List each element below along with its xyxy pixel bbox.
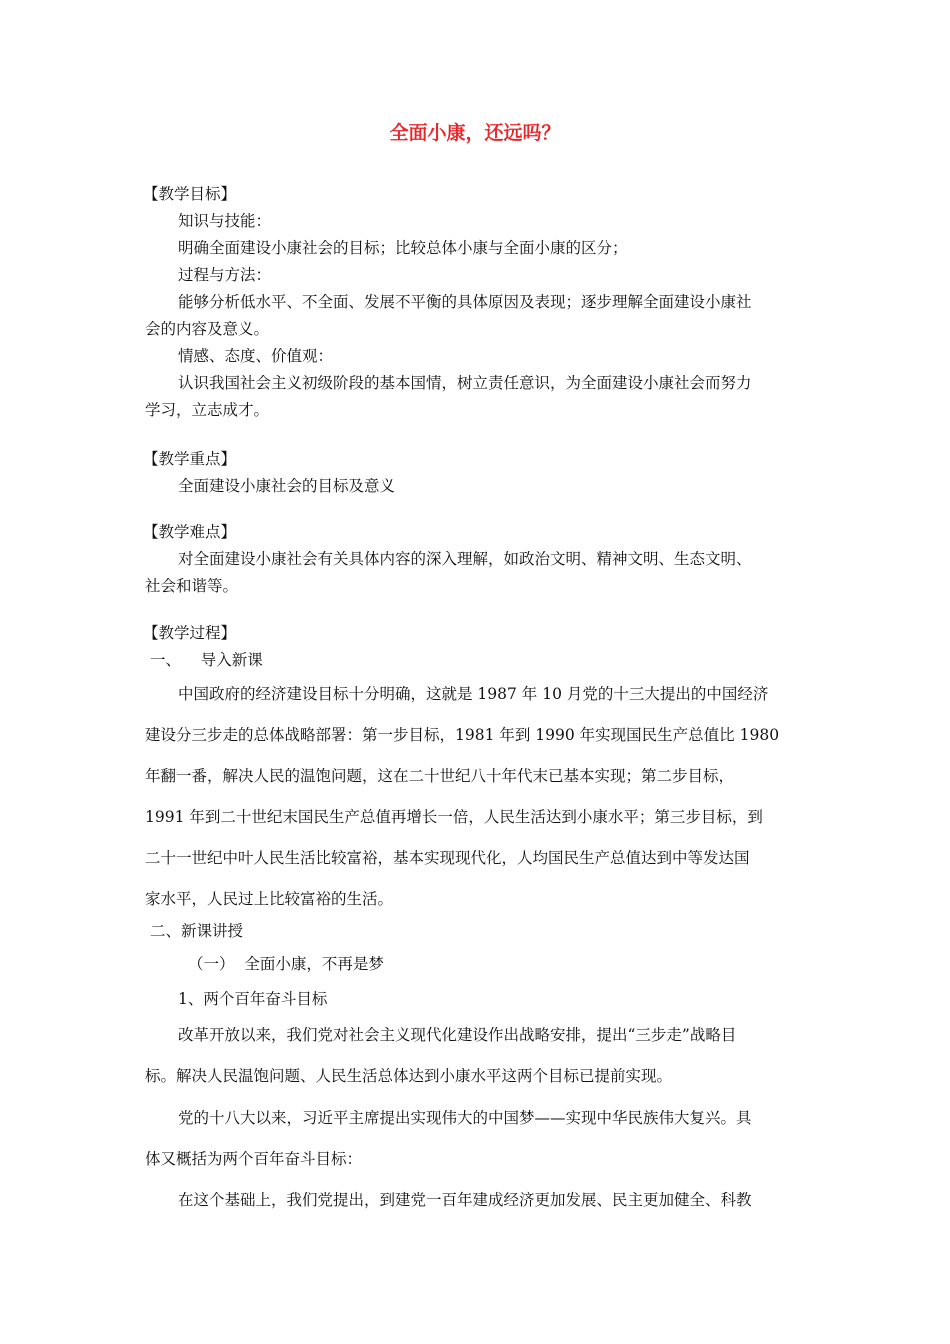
page-title: 全面小康，还远吗？ [389, 122, 561, 144]
item-heading: 1、两个百年奋斗目标 [178, 990, 328, 1008]
paragraph-line: 1991 年到二十世纪末国民生产总值再增长一倍，人民生活达到小康水平；第三步目标，到 [145, 808, 763, 826]
goals-heading: 【教学目标】 [143, 185, 237, 203]
paragraph-line: 党的十八大以来，习近平主席提出实现伟大的中国梦——实现中华民族伟大复兴。具 [178, 1109, 752, 1127]
paragraph-line: 二十一世纪中叶人民生活比较富裕，基本实现现代化，人均国民生产总值达到中等发达国 [145, 849, 750, 867]
process-text-line-2: 会的内容及意义。 [145, 320, 270, 338]
paragraph-line: 在这个基础上，我们党提出，到建党一百年建成经济更加发展、民主更加健全、科教 [178, 1191, 752, 1209]
emotion-label: 情感、态度、价值观： [178, 347, 334, 365]
process-heading: 【教学过程】 [143, 624, 237, 642]
paragraph-line: 年翻一番，解决人民的温饱问题，这在二十世纪八十年代末已基本实现；第二步目标， [145, 767, 735, 785]
process-text-line-1: 能够分析低水平、不全面、发展不平衡的具体原因及表现；逐步理解全面建设小康社 [178, 293, 752, 311]
paragraph-line: 家水平，人民过上比较富裕的生活。 [145, 890, 394, 908]
key-point-heading: 【教学重点】 [143, 450, 237, 468]
difficulty-heading: 【教学难点】 [143, 523, 237, 541]
knowledge-label: 知识与技能： [178, 212, 272, 230]
subsection-heading: （一） 全面小康，不再是梦 [188, 955, 384, 973]
paragraph-line: 改革开放以来，我们党对社会主义现代化建设作出战略安排，提出“三步走”战略目 [178, 1026, 737, 1044]
emotion-text-line-1: 认识我国社会主义初级阶段的基本国情，树立责任意识，为全面建设小康社会而努力 [178, 374, 752, 392]
knowledge-text: 明确全面建设小康社会的目标；比较总体小康与全面小康的区分； [178, 239, 628, 257]
difficulty-text-line-1: 对全面建设小康社会有关具体内容的深入理解，如政治文明、精神文明、生态文明、 [178, 550, 752, 568]
difficulty-text-line-2: 社会和谐等。 [145, 577, 239, 595]
section-heading-new-lesson: 二、新课讲授 [150, 922, 244, 940]
paragraph-line: 体又概括为两个百年奋斗目标： [145, 1150, 363, 1168]
key-point-text: 全面建设小康社会的目标及意义 [178, 477, 396, 495]
paragraph-line: 建设分三步走的总体战略部署：第一步目标，1981 年到 1990 年实现国民生产总值比 1980 [145, 726, 780, 744]
section-heading-intro: 一、 导入新课 [150, 651, 263, 669]
paragraph-line: 标。解决人民温饱问题、人民生活总体达到小康水平这两个目标已提前实现。 [145, 1067, 673, 1085]
emotion-text-line-2: 学习，立志成才。 [145, 401, 270, 419]
paragraph-line: 中国政府的经济建设目标十分明确，这就是 1987 年 10 月党的十三大提出的中国经济 [178, 685, 769, 703]
process-label: 过程与方法： [178, 266, 272, 284]
